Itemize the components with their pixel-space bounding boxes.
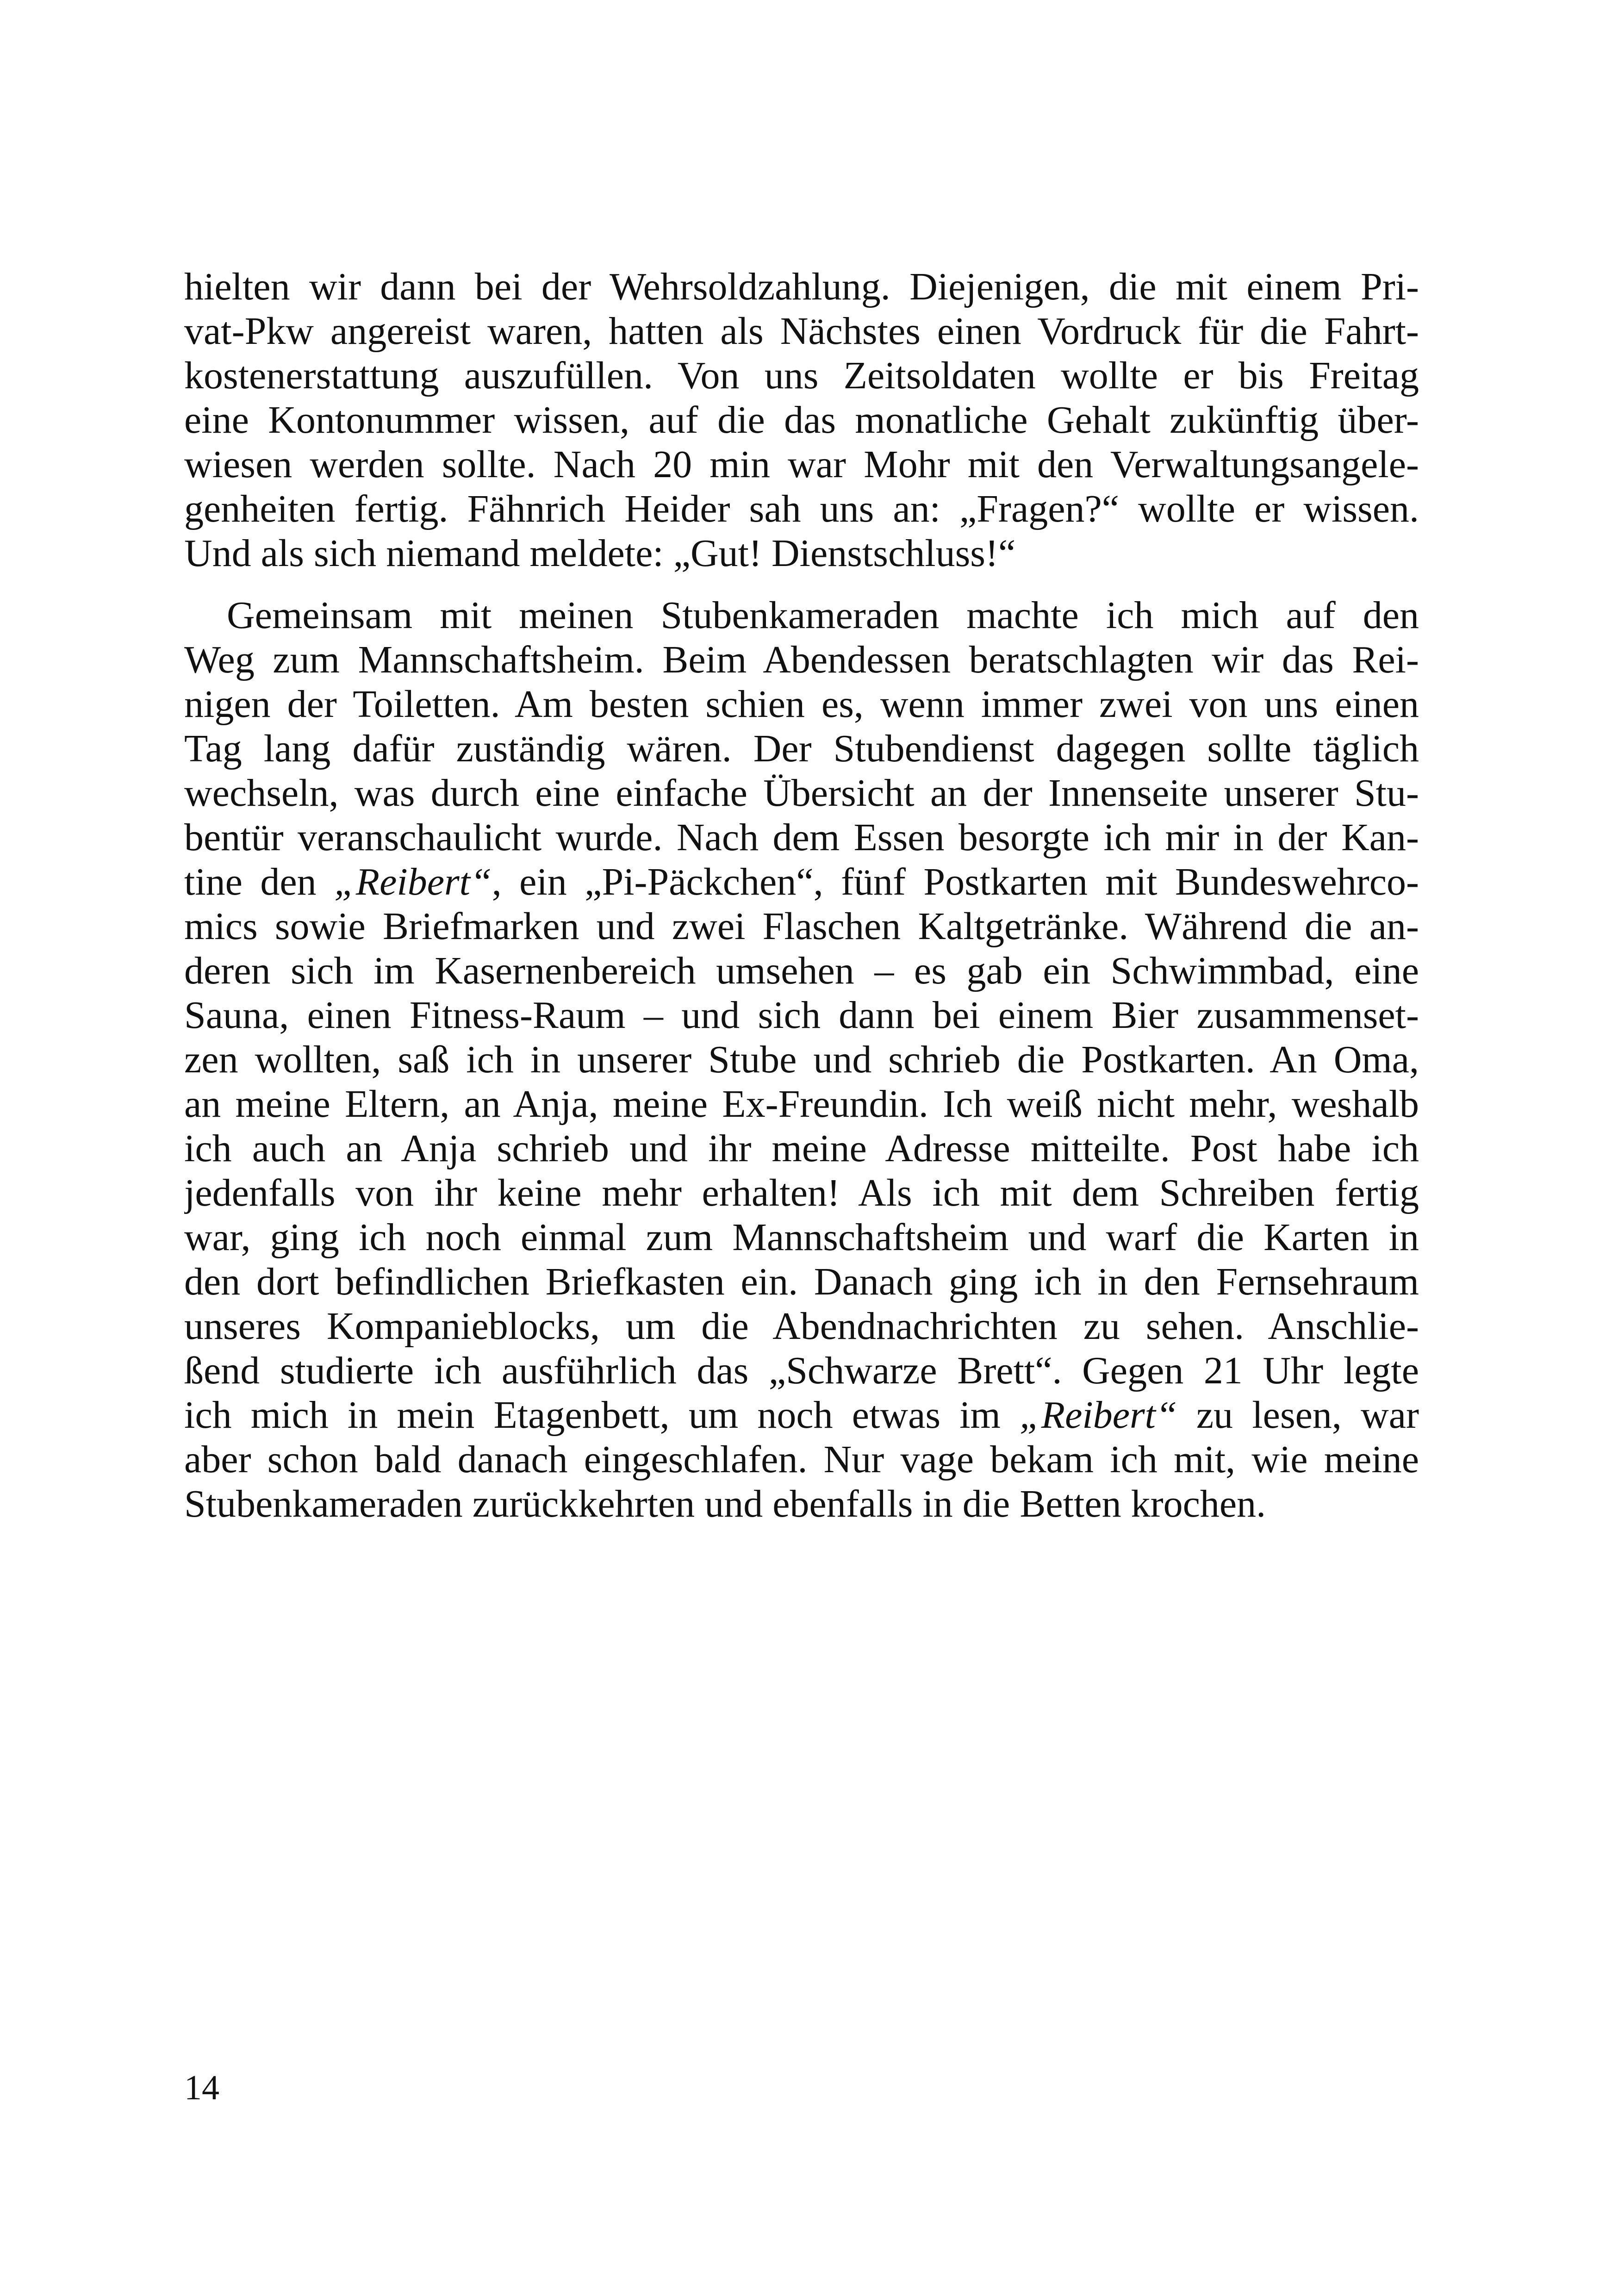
text-line: unseres Kompanieblocks, um die Abendnachrichten zu sehen. Anschlie- bbox=[184, 1305, 1419, 1348]
text-line: aber schon bald danach eingeschlafen. Nur vage bekam ich mit, wie meine bbox=[184, 1438, 1419, 1481]
text-line: genheiten fertig. Fähnrich Heider sah uns an: „Fragen?“ wollte er wissen. bbox=[184, 487, 1419, 530]
text-line: ich auch an Anja schrieb und ihr meine Adresse mitteilte. Post habe ich bbox=[184, 1127, 1419, 1170]
paragraph-2 bbox=[184, 593, 1419, 1526]
text-line: mics sowie Briefmarken und zwei Flaschen Kaltgetränke. Während die an- bbox=[184, 905, 1419, 948]
text-segment: tine den bbox=[184, 860, 335, 903]
text-line: hielten wir dann bei der Wehrsoldzahlung. Diejenigen, die mit einem Pri- bbox=[184, 265, 1419, 308]
text-line: an meine Eltern, an Anja, meine Ex-Freundin. Ich weiß nicht mehr, weshalb bbox=[184, 1083, 1419, 1126]
text-line: nigen der Toiletten. Am besten schien es, wenn immer zwei von uns einen bbox=[184, 683, 1419, 726]
text-line: wechseln, was durch eine einfache Übersicht an der Innenseite unserer Stu- bbox=[184, 772, 1419, 815]
book-title-italic: „Reibert“ bbox=[1020, 1394, 1177, 1437]
text-line: ßend studierte ich ausführlich das „Schwarze Brett“. Gegen 21 Uhr legte bbox=[184, 1349, 1419, 1392]
book-title-italic: „Reibert“ bbox=[334, 860, 492, 903]
text-segment: zu lesen, war bbox=[1177, 1394, 1419, 1437]
text-line: Weg zum Mannschaftsheim. Beim Abendessen beratschlagten wir das Rei- bbox=[184, 638, 1419, 681]
text-line: zen wollten, saß ich in unserer Stube und schrieb die Postkarten. An Oma, bbox=[184, 1038, 1419, 1081]
page-number: 14 bbox=[184, 2068, 219, 2107]
text-line: kostenerstattung auszufüllen. Von uns Zeitsoldaten wollte er bis Freitag bbox=[184, 354, 1419, 397]
text-line: den dort befindlichen Briefkasten ein. Danach ging ich in den Fernsehraum bbox=[184, 1260, 1419, 1303]
text-line-with-italic bbox=[184, 1393, 1419, 1437]
text-line: wiesen werden sollte. Nach 20 min war Mohr mit den Verwaltungsangele- bbox=[184, 443, 1419, 486]
text-line: deren sich im Kasernenbereich umsehen – es gab ein Schwimmbad, eine bbox=[184, 949, 1419, 992]
text-line: eine Kontonummer wissen, auf die das monatliche Gehalt zukünftig über- bbox=[184, 398, 1419, 442]
text-line: Tag lang dafür zuständig wären. Der Stubendienst dagegen sollte täglich bbox=[184, 727, 1419, 770]
body-text bbox=[184, 265, 1419, 1526]
text-line: bentür veranschaulicht wurde. Nach dem Essen besorgte ich mir in der Kan- bbox=[184, 816, 1419, 859]
text-segment: ich mich in mein Etagenbett, um noch etwas im bbox=[184, 1394, 1020, 1437]
text-segment: , ein „Pi-Päckchen“, fünf Postkarten mit Bundeswehrco- bbox=[492, 860, 1419, 903]
text-line: jedenfalls von ihr keine mehr erhalten! Als ich mit dem Schreiben fertig bbox=[184, 1171, 1419, 1214]
paragraph-1 bbox=[184, 265, 1419, 576]
text-line: Sauna, einen Fitness-Raum – und sich dann bei einem Bier zusammenset- bbox=[184, 994, 1419, 1037]
text-line: Gemeinsam mit meinen Stubenkameraden machte ich mich auf den bbox=[227, 594, 1419, 637]
text-line: vat-Pkw angereist waren, hatten als Nächstes einen Vordruck für die Fahrt- bbox=[184, 310, 1419, 353]
text-line: Stubenkameraden zurückkehrten und ebenfalls in die Betten krochen. bbox=[184, 1482, 1266, 1525]
text-line: Und als sich niemand meldete: „Gut! Dienstschluss!“ bbox=[184, 532, 1016, 575]
text-line-with-italic bbox=[184, 860, 1419, 904]
text-line: war, ging ich noch einmal zum Mannschaftsheim und warf die Karten in bbox=[184, 1216, 1419, 1259]
